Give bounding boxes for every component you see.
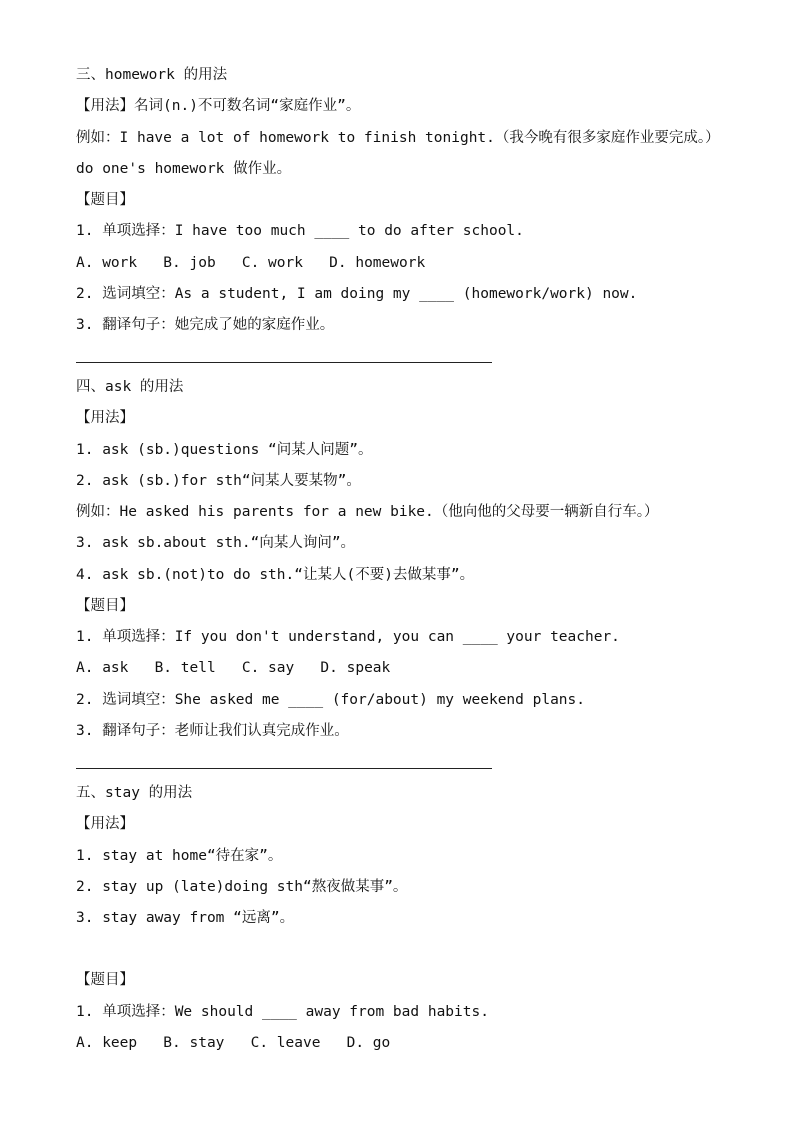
exercise-line: 1. 单项选择：We should ____ away from bad habits. bbox=[76, 1004, 489, 1020]
usage-line: 2. ask (sb.)for sth“问某人要某物”。 bbox=[76, 473, 361, 489]
usage-line: do one's homework 做作业。 bbox=[76, 161, 292, 177]
usage-line: 4. ask sb.(not)to do sth.“让某人(不要)去做某事”。 bbox=[76, 567, 475, 583]
exercise-line: 3. 翻译句子：老师让我们认真完成作业。 bbox=[76, 723, 349, 739]
usage-line: 例如：I have a lot of homework to finish tonight.（我今晚有很多家庭作业要完成。） bbox=[76, 130, 720, 146]
exercise-line: 3. 翻译句子：她完成了她的家庭作业。 bbox=[76, 317, 335, 333]
answer-line bbox=[76, 768, 492, 769]
exercise-options: A. work B. job C. work D. homework bbox=[76, 255, 426, 271]
exercise-label: 【题目】 bbox=[76, 972, 134, 988]
usage-line: 例如：He asked his parents for a new bike.（他向他的父母要一辆新自行车。） bbox=[76, 504, 659, 520]
exercise-label: 【题目】 bbox=[76, 192, 134, 208]
section-heading: 五、stay 的用法 bbox=[76, 785, 193, 801]
exercise-line: 2. 选词填空：As a student, I am doing my ____ (homework/work) now. bbox=[76, 286, 638, 302]
exercise-line: 1. 单项选择：If you don't understand, you can ____ your teacher. bbox=[76, 629, 620, 645]
usage-line: 2. stay up (late)doing sth“熬夜做某事”。 bbox=[76, 879, 408, 895]
exercise-line: 1. 单项选择：I have too much ____ to do after school. bbox=[76, 223, 524, 239]
section-heading: 三、homework 的用法 bbox=[76, 67, 228, 83]
exercise-options: A. ask B. tell C. say D. speak bbox=[76, 660, 391, 676]
usage-line: 3. stay away from “远离”。 bbox=[76, 910, 295, 926]
usage-label: 【用法】 bbox=[76, 816, 134, 832]
answer-line bbox=[76, 362, 492, 363]
usage-label: 【用法】名词(n.)不可数名词“家庭作业”。 bbox=[76, 98, 361, 114]
usage-line: 1. ask (sb.)questions “问某人问题”。 bbox=[76, 442, 373, 458]
exercise-options: A. keep B. stay C. leave D. go bbox=[76, 1035, 391, 1051]
section-heading: 四、ask 的用法 bbox=[76, 379, 184, 395]
exercise-label: 【题目】 bbox=[76, 598, 134, 614]
usage-label: 【用法】 bbox=[76, 410, 134, 426]
usage-line: 1. stay at home“待在家”。 bbox=[76, 848, 283, 864]
exercise-line: 2. 选词填空：She asked me ____ (for/about) my weekend plans. bbox=[76, 692, 585, 708]
usage-line: 3. ask sb.about sth.“向某人询问”。 bbox=[76, 535, 356, 551]
